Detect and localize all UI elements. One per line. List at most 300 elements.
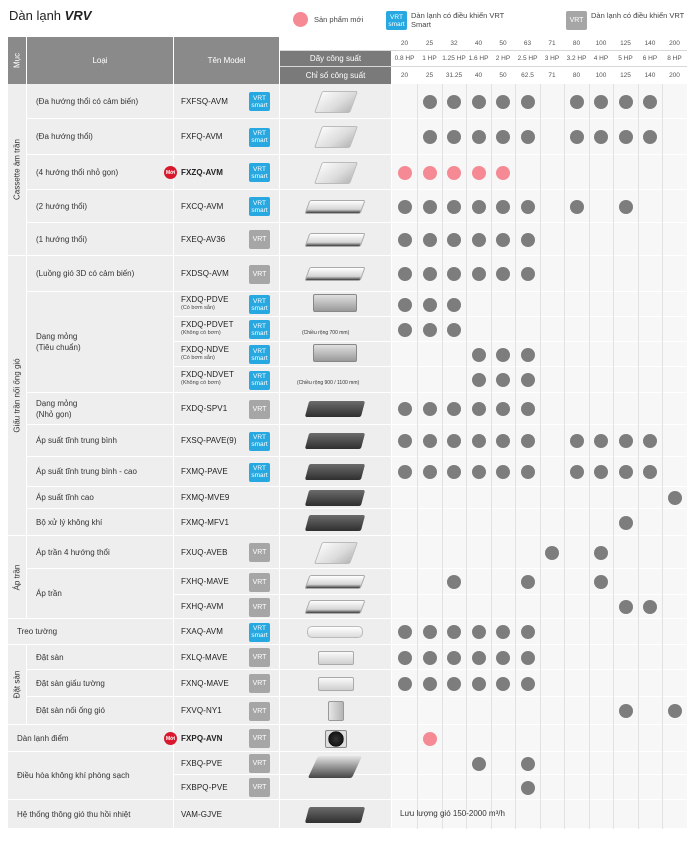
- available-dot: [496, 348, 510, 362]
- hp-value: 2 HP: [495, 55, 511, 62]
- available-dot: [619, 516, 633, 530]
- model-name: FXUQ-AVEB: [181, 547, 228, 557]
- available-dot: [545, 546, 559, 560]
- model-note: (Không có bơm): [181, 330, 221, 336]
- badge-text: smart: [251, 304, 268, 312]
- product-image: [328, 701, 344, 721]
- vrt-badge: VRT: [249, 598, 270, 617]
- product-image: [325, 730, 347, 748]
- available-dot: [447, 465, 461, 479]
- badge-text: smart: [251, 472, 268, 479]
- loai-label: Bộ xử lý không khí: [36, 517, 103, 527]
- model-name: FXEQ-AV36: [181, 234, 226, 244]
- product-image: [305, 515, 365, 531]
- available-dot: [594, 95, 608, 109]
- badge-text: smart: [251, 441, 268, 448]
- available-dot: [496, 402, 510, 416]
- loai-label: (2 hướng thổi): [36, 201, 88, 211]
- available-dot: [472, 267, 486, 281]
- capacity-index: 100: [595, 72, 607, 79]
- available-dot: [447, 625, 461, 639]
- model-note: (Có bơm sẵn): [181, 355, 215, 361]
- loai-label: (Luồng gió 3D có cảm biến): [36, 269, 135, 278]
- grid-line: [491, 84, 492, 829]
- available-dot: [619, 95, 633, 109]
- available-dot: [423, 200, 437, 214]
- badge-text: VRT: [253, 434, 266, 441]
- available-dot: [423, 323, 437, 337]
- product-image: [313, 294, 357, 312]
- model-name: FXVQ-NY1: [181, 706, 222, 715]
- available-dot: [521, 625, 535, 639]
- available-dot: [423, 434, 437, 448]
- loai-label: (4 hướng thổi nhỏ gọn): [36, 167, 119, 177]
- available-dot: [521, 402, 535, 416]
- available-dot: [521, 348, 535, 362]
- model-name: FXDSQ-AVM: [181, 269, 229, 278]
- available-new-dot: [447, 166, 461, 180]
- product-image: [305, 433, 365, 449]
- model-name: FXNQ-MAVE: [181, 678, 229, 688]
- available-dot: [521, 677, 535, 691]
- ndve-width-caption: (Chiều rộng 900 / 1100 mm): [297, 380, 360, 386]
- available-dot: [521, 781, 535, 795]
- available-dot: [423, 625, 437, 639]
- available-dot: [594, 434, 608, 448]
- vrt-badge: [249, 320, 270, 339]
- loai-label: Áp suất tĩnh trung bình: [36, 436, 117, 445]
- model-name: FXFQ-AVM: [181, 132, 223, 141]
- loai-label: Đặt sàn giấu tường: [36, 678, 105, 688]
- available-dot: [423, 267, 437, 281]
- available-dot: [472, 651, 486, 665]
- model-note: (Không có bơm): [181, 380, 221, 386]
- available-dot: [398, 233, 412, 247]
- available-dot: [472, 348, 486, 362]
- loai-label: Đặt sàn: [36, 652, 64, 662]
- model-name: FXLQ-MAVE: [181, 652, 228, 662]
- loai-label: (Tiêu chuẩn): [36, 343, 81, 352]
- capacity-index: 50: [499, 72, 507, 79]
- available-dot: [472, 402, 486, 416]
- hp-value: 4 HP: [593, 55, 609, 62]
- model-name: FXDQ-SPV1: [181, 404, 228, 413]
- model-name: FXBPQ-PVE: [181, 782, 228, 792]
- pdve-width-caption: (Chiều rộng 700 mm): [302, 330, 350, 336]
- available-dot: [521, 757, 535, 771]
- header-loai: Loại: [27, 37, 173, 84]
- available-new-dot: [496, 166, 510, 180]
- capacity-code: 80: [572, 40, 581, 47]
- available-dot: [643, 465, 657, 479]
- legend-vrt-text: Dàn lạnh có điều khiển VRT: [591, 11, 685, 20]
- vrt-badge: VRT: [249, 400, 270, 419]
- vrt-badge: VRT: [249, 674, 270, 693]
- model-name: FXPQ-AVN: [181, 733, 223, 743]
- category-label: Giấu trần nối ống gió: [12, 358, 22, 433]
- available-dot: [423, 402, 437, 416]
- grid-line: [662, 84, 663, 829]
- model-name: FXBQ-PVE: [181, 758, 223, 768]
- category-label: Áp trần: [12, 564, 22, 590]
- loai-label: (Nhỏ gọn): [36, 409, 72, 419]
- available-dot: [496, 267, 510, 281]
- vrt-badge: [249, 463, 270, 482]
- capacity-code: 40: [474, 40, 483, 47]
- available-dot: [521, 651, 535, 665]
- badge-text: VRT: [253, 347, 266, 355]
- capacity-index: 125: [620, 72, 631, 79]
- available-dot: [594, 465, 608, 479]
- vrt-badge: VRT: [249, 754, 270, 773]
- page-title: [9, 8, 91, 23]
- capacity-code: 50: [499, 40, 507, 47]
- hp-value: 2.5 HP: [517, 55, 538, 62]
- capacity-index: 31.25: [445, 72, 463, 79]
- available-dot: [570, 465, 584, 479]
- available-dot: [447, 434, 461, 448]
- available-dot: [643, 130, 657, 144]
- available-dot: [398, 200, 412, 214]
- capacity-code: 125: [620, 40, 631, 47]
- capacity-index: 200: [669, 72, 680, 79]
- vrt-badge: VRT: [249, 573, 270, 592]
- loai-label: Hệ thống thông gió thu hồi nhiệt: [17, 809, 131, 819]
- loai-label: Điều hòa không khí phòng sạch: [17, 771, 130, 780]
- model-name: FXDQ-PDVE: [181, 295, 229, 304]
- available-dot: [472, 434, 486, 448]
- available-dot: [447, 651, 461, 665]
- available-dot: [570, 95, 584, 109]
- capacity-code: 20: [400, 40, 409, 47]
- hp-value: 8 HP: [667, 55, 682, 62]
- hp-value: 6 HP: [642, 55, 658, 62]
- available-dot: [496, 625, 510, 639]
- badge-text: VRT: [253, 373, 266, 380]
- available-dot: [521, 434, 535, 448]
- loai-label: Áp trần: [36, 589, 62, 598]
- capacity-code: 71: [548, 40, 556, 47]
- vrt-badge: [249, 345, 270, 364]
- model-name: FXCQ-AVM: [181, 201, 224, 211]
- badge-text: VRT: [253, 322, 266, 330]
- product-image: [313, 344, 357, 362]
- available-dot: [398, 677, 412, 691]
- available-dot: [472, 465, 486, 479]
- model-name: FXDQ-NDVE: [181, 345, 230, 354]
- header-model: Tên Model: [174, 37, 279, 84]
- capacity-code: 32: [450, 40, 458, 47]
- available-dot: [496, 465, 510, 479]
- badge-text: smart: [251, 632, 268, 639]
- badge-text: VRT: [253, 130, 266, 137]
- capacity-code: 25: [425, 40, 434, 47]
- product-image: [307, 626, 363, 638]
- available-dot: [472, 625, 486, 639]
- badge-text: VRT: [253, 465, 266, 472]
- image-cell: [280, 317, 391, 341]
- badge-text: smart: [251, 206, 268, 214]
- available-dot: [619, 465, 633, 479]
- available-dot: [447, 677, 461, 691]
- header-divider: [280, 50, 687, 51]
- grid-line: [638, 84, 639, 829]
- loai-label: Áp suất tĩnh trung bình - cao: [36, 467, 137, 476]
- grid-line: [442, 84, 443, 829]
- vrt-badge: VRT: [249, 729, 270, 748]
- badge-text: VRT: [390, 13, 403, 21]
- vrt-badge: [249, 128, 270, 147]
- loai-label: Dạng mỏng: [36, 332, 78, 341]
- loai-label: Đặt sàn nối ống gió: [36, 706, 105, 715]
- header-capacity-range: Dãy công suất: [280, 51, 391, 66]
- available-dot: [447, 233, 461, 247]
- available-dot: [521, 130, 535, 144]
- available-dot: [472, 233, 486, 247]
- available-dot: [472, 757, 486, 771]
- grid-line: [540, 84, 541, 829]
- available-dot: [619, 130, 633, 144]
- available-dot: [619, 704, 633, 718]
- available-dot: [472, 200, 486, 214]
- vrt-badge: [249, 295, 270, 314]
- model-note: (Có bơm sẵn): [181, 305, 215, 311]
- available-dot: [472, 95, 486, 109]
- vrt-badge: [249, 163, 270, 182]
- category-label: Cassette âm trần: [12, 139, 22, 200]
- category-label: Đặt sàn: [12, 670, 22, 699]
- available-dot: [570, 200, 584, 214]
- available-dot: [398, 298, 412, 312]
- available-dot: [447, 298, 461, 312]
- available-dot: [570, 130, 584, 144]
- hp-value: 5 HP: [618, 55, 633, 62]
- available-dot: [423, 677, 437, 691]
- available-dot: [398, 651, 412, 665]
- loai-label: Áp suất tĩnh cao: [36, 493, 94, 502]
- grid-line: [515, 84, 516, 829]
- model-name: FXMQ-PAVE: [181, 467, 228, 476]
- badge-text: smart: [388, 20, 405, 28]
- legend-vrt-smart-text: Dàn lạnh có điều khiển VRT Smart: [411, 11, 505, 29]
- new-badge: Mới: [164, 166, 177, 179]
- vrt-badge: VRT: [249, 778, 270, 797]
- available-dot: [521, 233, 535, 247]
- vrt-badge: [249, 432, 270, 451]
- vrt-badge: VRT: [249, 702, 270, 721]
- product-image: [304, 233, 365, 247]
- available-dot: [668, 704, 682, 718]
- header-muc: Mục: [8, 37, 26, 84]
- grid-line: [417, 84, 418, 829]
- legend-vrt-badge: VRT: [566, 11, 587, 30]
- available-dot: [398, 465, 412, 479]
- model-name: FXZQ-AVM: [181, 167, 223, 177]
- model-name: FXHQ-MAVE: [181, 577, 229, 586]
- product-image: [305, 401, 365, 417]
- available-dot: [496, 677, 510, 691]
- grid-line: [589, 84, 590, 829]
- available-dot: [423, 233, 437, 247]
- capacity-code: 200: [669, 40, 680, 47]
- available-dot: [496, 651, 510, 665]
- vrt-badge: VRT: [249, 648, 270, 667]
- available-dot: [423, 130, 437, 144]
- grid-line: [613, 84, 614, 829]
- capacity-index: 40: [474, 72, 483, 79]
- available-dot: [496, 373, 510, 387]
- capacity-index: 80: [572, 72, 581, 79]
- header-divider: [280, 66, 687, 67]
- hp-value: 1.6 HP: [468, 55, 489, 62]
- available-dot: [594, 546, 608, 560]
- available-dot: [521, 465, 535, 479]
- available-dot: [447, 130, 461, 144]
- available-dot: [668, 491, 682, 505]
- product-image: [305, 490, 365, 506]
- available-new-dot: [472, 166, 486, 180]
- available-dot: [496, 200, 510, 214]
- capacity-index: 25: [425, 72, 434, 79]
- available-dot: [594, 575, 608, 589]
- available-dot: [496, 233, 510, 247]
- available-dot: [398, 434, 412, 448]
- available-dot: [521, 200, 535, 214]
- vrt-badge: VRT: [249, 543, 270, 562]
- loai-label: (Đa hướng thổi): [36, 132, 93, 141]
- loai-label: Áp trần 4 hướng thổi: [36, 547, 110, 557]
- available-dot: [447, 95, 461, 109]
- available-dot: [398, 323, 412, 337]
- model-name: FXMQ-MFV1: [181, 517, 230, 527]
- available-dot: [398, 625, 412, 639]
- available-dot: [472, 130, 486, 144]
- hp-value: 1.25 HP: [442, 55, 466, 62]
- legend-vrt-smart-badge: [386, 11, 407, 30]
- capacity-code: 140: [644, 40, 656, 47]
- vrt-badge: VRT: [249, 265, 270, 284]
- loai-label: (1 hướng thổi): [36, 234, 88, 244]
- product-image: [304, 600, 365, 614]
- model-name: FXHQ-AVM: [181, 602, 224, 611]
- capacity-index: 62.5: [521, 72, 534, 79]
- new-badge: Mới: [164, 732, 177, 745]
- vrt-badge: [249, 92, 270, 111]
- model-name: VAM-GJVE: [181, 809, 223, 819]
- available-new-dot: [398, 166, 412, 180]
- capacity-code: 100: [595, 40, 607, 47]
- grid-line: [466, 84, 467, 829]
- badge-text: smart: [251, 137, 268, 144]
- available-dot: [472, 373, 486, 387]
- available-new-dot: [423, 166, 437, 180]
- available-dot: [423, 298, 437, 312]
- model-name: FXSQ-PAVE(9): [181, 436, 237, 445]
- available-dot: [398, 267, 412, 281]
- available-new-dot: [423, 732, 437, 746]
- capacity-index: 71: [548, 72, 556, 79]
- vrt-badge: [249, 197, 270, 216]
- available-dot: [643, 434, 657, 448]
- model-name: FXAQ-AVM: [181, 627, 223, 636]
- badge-text: VRT: [253, 165, 266, 173]
- available-dot: [521, 267, 535, 281]
- available-dot: [447, 402, 461, 416]
- grid-line: [564, 84, 565, 829]
- hp-value: 0.8 HP: [394, 55, 415, 62]
- badge-text: VRT: [253, 94, 266, 102]
- badge-text: smart: [251, 354, 268, 362]
- capacity-index: 20: [400, 72, 409, 79]
- model-name: FXMQ-MVE9: [181, 493, 230, 502]
- loai-label: Treo tường: [17, 627, 58, 636]
- available-dot: [619, 200, 633, 214]
- image-cell: [280, 775, 391, 799]
- hp-value: 1 HP: [422, 55, 437, 62]
- hp-value: 3 HP: [544, 55, 560, 62]
- badge-text: smart: [251, 380, 268, 387]
- title-brand: VRV: [64, 8, 92, 23]
- available-dot: [496, 130, 510, 144]
- available-dot: [447, 575, 461, 589]
- available-dot: [619, 600, 633, 614]
- vrt-badge: VRT: [249, 230, 270, 249]
- available-dot: [643, 95, 657, 109]
- loai-label: Dàn lạnh điểm: [17, 733, 69, 743]
- available-dot: [496, 95, 510, 109]
- available-dot: [398, 402, 412, 416]
- available-dot: [423, 465, 437, 479]
- product-image: [304, 575, 365, 589]
- available-dot: [570, 434, 584, 448]
- vrt-badge: [249, 371, 270, 390]
- available-dot: [423, 95, 437, 109]
- product-image: [318, 651, 354, 665]
- available-dot: [447, 267, 461, 281]
- capacity-index: 140: [644, 72, 656, 79]
- hp-value: 3.2 HP: [566, 55, 587, 62]
- badge-text: VRT: [253, 625, 266, 632]
- vrt-badge: [249, 623, 270, 642]
- model-name: FXFSQ-AVM: [181, 96, 228, 106]
- product-image: [304, 200, 365, 214]
- available-dot: [472, 677, 486, 691]
- available-dot: [496, 434, 510, 448]
- loai-label: (Đa hướng thổi có cảm biến): [36, 96, 139, 106]
- model-name: FXDQ-NDVET: [181, 370, 234, 379]
- badge-text: VRT: [253, 297, 266, 305]
- available-dot: [447, 200, 461, 214]
- badge-text: smart: [251, 172, 268, 180]
- badge-text: smart: [251, 329, 268, 337]
- badge-text: smart: [251, 101, 268, 109]
- legend-new-dot: [293, 12, 308, 27]
- model-name: FXDQ-PDVET: [181, 320, 234, 329]
- available-dot: [521, 373, 535, 387]
- badge-text: VRT: [253, 199, 266, 207]
- available-dot: [423, 651, 437, 665]
- product-image: [305, 807, 365, 823]
- product-image: [318, 677, 354, 691]
- available-dot: [643, 600, 657, 614]
- capacity-code: 63: [523, 40, 532, 47]
- airflow-note: Lưu lượng gió 150-2000 m³/h: [400, 809, 505, 818]
- available-dot: [521, 95, 535, 109]
- header-capacity-index: Chỉ số công suất: [280, 67, 391, 84]
- loai-label: Dạng mỏng: [36, 398, 78, 408]
- available-dot: [447, 323, 461, 337]
- title-prefix: Dàn lạnh: [9, 8, 65, 23]
